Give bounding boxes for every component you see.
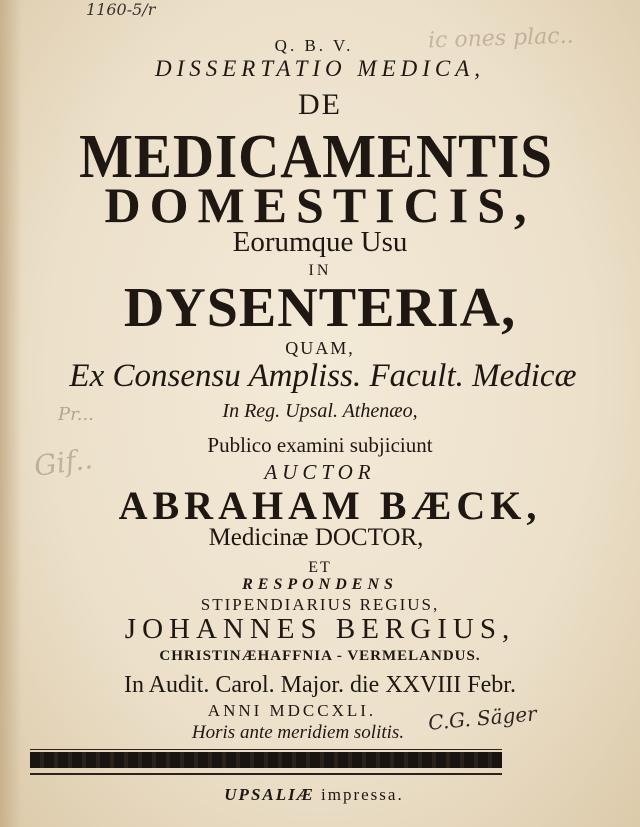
quam-line: QUAM, — [285, 338, 355, 358]
publico-line: Publico examini subjiciunt — [207, 433, 433, 457]
title-domesticis: DOMESTICIS, — [104, 177, 536, 233]
ex-consensu-line: Ex Consensu Ampliss. Facult. Medicæ — [69, 358, 577, 394]
title-medicamentis: MEDICAMENTIS — [79, 123, 553, 191]
ornament-band — [30, 752, 502, 768]
et-line: ET — [308, 559, 332, 576]
handwritten-signature: C.G. Säger — [427, 701, 538, 735]
ornament-rule-top — [30, 749, 502, 750]
handwritten-margin-note-2: Gif.. — [31, 442, 95, 483]
in-reg-line: In Reg. Upsal. Athenæo, — [222, 400, 418, 422]
date-line: In Audit. Carol. Major. die XXVIII Febr. — [124, 672, 516, 698]
handwritten-shelfmark: 1160-5/r — [86, 0, 156, 19]
title-dysenteria: DYSENTERIA, — [123, 277, 517, 339]
author-name: ABRAHAM BÆCK, — [118, 483, 542, 528]
qbv-heading: Q. B. V. — [274, 36, 354, 55]
medicinae-doctor-line: Medicinæ DOCTOR, — [208, 524, 424, 551]
in-line: IN — [308, 262, 332, 279]
year-line: ANNI MDCCXLI. — [207, 701, 377, 720]
respondent-name: JOHANNES BERGIUS, — [124, 613, 516, 645]
imprint-place: UPSALIÆ — [224, 785, 315, 804]
respondens-label: RESPONDENS — [242, 576, 398, 593]
imprint-line — [0, 785, 634, 805]
eorumque-line: Eorumque Usu — [232, 226, 408, 258]
hours-line: Horis ante meridiem solitis. — [191, 722, 405, 743]
imprint-word: impressa. — [321, 785, 404, 804]
dissertatio-line: DISSERTATIO MEDICA, — [154, 56, 486, 81]
de-line: DE — [298, 88, 342, 121]
handwritten-faint-note: ic ones plac.. — [427, 23, 575, 54]
stipendiarius-line: STIPENDIARIUS REGIUS, — [200, 595, 440, 614]
handwritten-margin-note-1: Pr... — [58, 404, 94, 425]
ornament-rule-bottom — [30, 773, 502, 775]
auctor-label: AUCTOR — [264, 460, 376, 484]
origin-line: CHRISTINÆHAFFNIA - VERMELANDUS. — [159, 648, 481, 664]
